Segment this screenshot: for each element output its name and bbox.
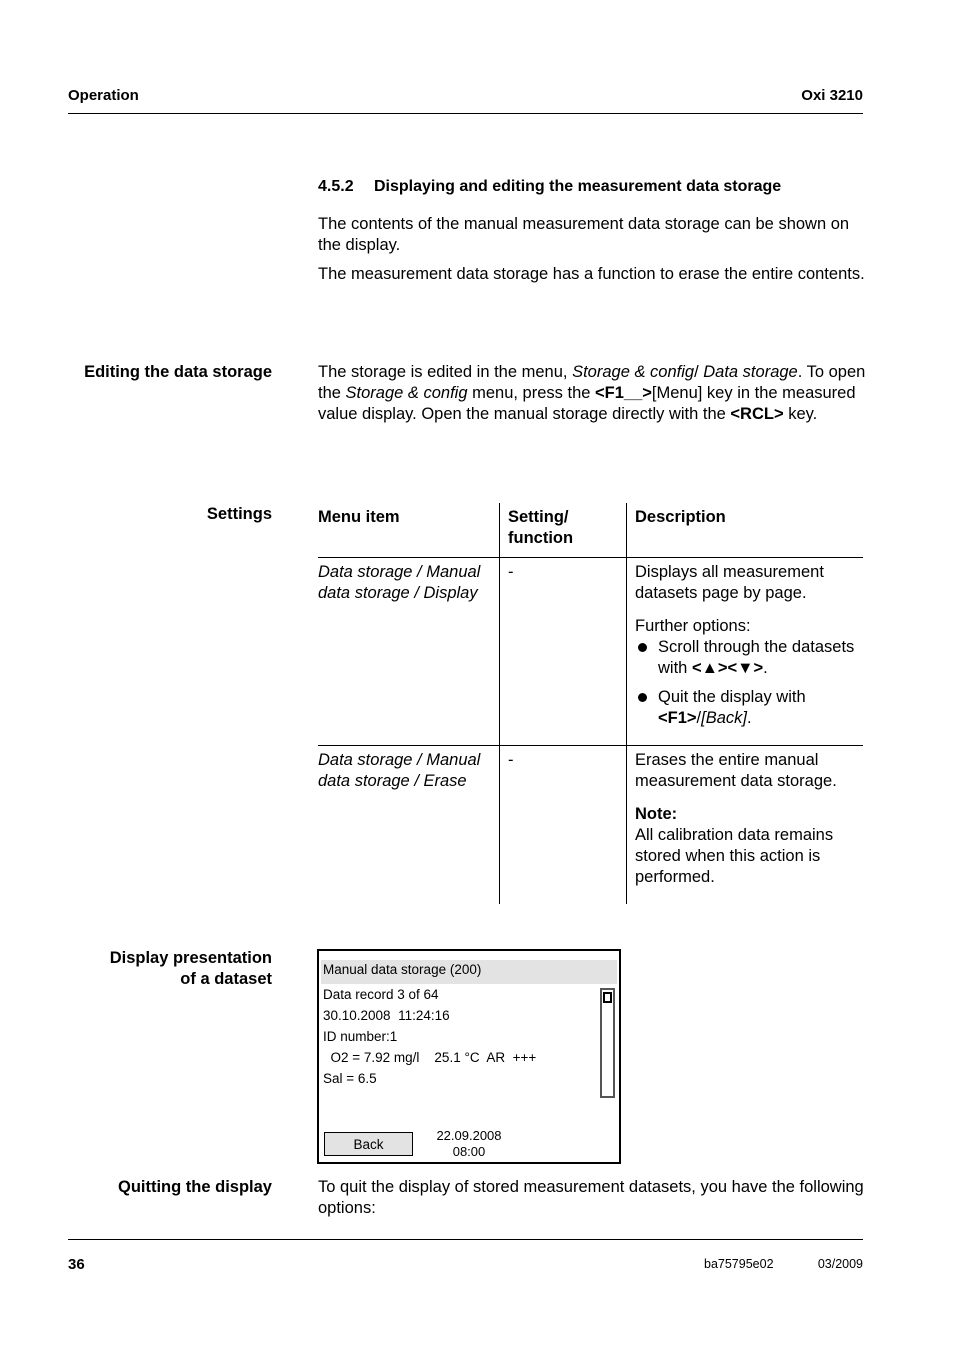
footer-date: 03/2009 [817,1257,863,1271]
table-row-2-description: Erases the entire manual measurement data storage. Note: All calibration data remains stored when this action is performed. [635,750,861,888]
scrollbar-thumb[interactable] [603,992,612,1003]
section-title: Displaying and editing the measurement data storage [374,178,782,195]
page-number: 36 [68,1256,85,1273]
section-number: 4.5.2 [318,178,354,195]
table-header-setting: Setting/ function [508,508,574,547]
screen-date: 22.09.2008 [436,1128,502,1143]
section-heading [318,178,781,196]
header-rule [68,113,863,114]
table-row-2-menu-item: Data storage / Manual data storage / Erase [318,751,481,790]
screen-title-bar: Manual data storage (200) [321,960,617,984]
table-row-1-setting: - [508,563,514,581]
device-screen [317,949,621,1164]
screen-datetime-line: 30.10.2008 11:24:16 [323,1008,450,1023]
screen-id-line: ID number:1 [323,1029,398,1044]
table-row-1-menu-item: Data storage / Manual data storage / Display [318,563,481,602]
intro-paragraph-1: The contents of the manual measurement data storage can be shown on the display. [318,215,850,254]
quitting-paragraph: To quit the display of stored measurement datasets, you have the following options: [318,1178,864,1217]
intro-paragraph-2: The measurement data storage has a function to erase the entire contents. [318,265,865,283]
table-divider [499,503,500,904]
footer-rule [68,1239,863,1240]
editing-paragraph: The storage is edited in the menu, Storage & config/ Data storage. To open the Storage & config menu, press the <F1__>[Menu] key in the measured value display. Open the manual storage directly with the <RCL> key. [318,363,866,423]
bullet-quit: Quit the display with <F1>/[Back]. [635,687,861,729]
screen-measurement-line: O2 = 7.92 mg/l 25.1 °C AR +++ [323,1050,537,1065]
settings-table [318,503,863,904]
table-header-menu-item: Menu item [318,508,400,526]
back-button[interactable]: Back [324,1132,413,1156]
table-row-2-setting: - [508,751,514,769]
side-heading-editing: Editing the data storage [84,363,272,381]
table-row-rule [318,745,863,746]
table-row-1-description: Displays all measurement datasets page by page. Further options: Scroll through the datasets with <▲><▼>. Quit the display with <F1>/[Back]. [635,562,861,729]
table-header-description: Description [635,508,726,526]
side-heading-display: Display presentation of a dataset [109,949,272,988]
screen-record-line: Data record 3 of 64 [323,987,439,1002]
footer-doc-id: ba75795e02 [704,1257,774,1271]
side-heading-quitting: Quitting the display [117,1178,272,1196]
header-section-label: Operation [68,87,139,104]
screen-salinity-line: Sal = 6.5 [323,1071,377,1086]
screen-scrollbar[interactable] [600,988,615,1098]
bullet-scroll: Scroll through the datasets with <▲><▼>. [635,637,861,679]
table-header-rule [318,557,863,558]
table-divider [626,503,627,904]
screen-date-time [419,1128,519,1160]
note-text: All calibration data remains stored when this action is performed. [635,826,834,886]
header-product-name: Oxi 3210 [801,87,863,104]
side-heading-settings: Settings [206,505,272,523]
screen-time: 08:00 [452,1144,486,1159]
note-label: Note: [635,805,678,823]
